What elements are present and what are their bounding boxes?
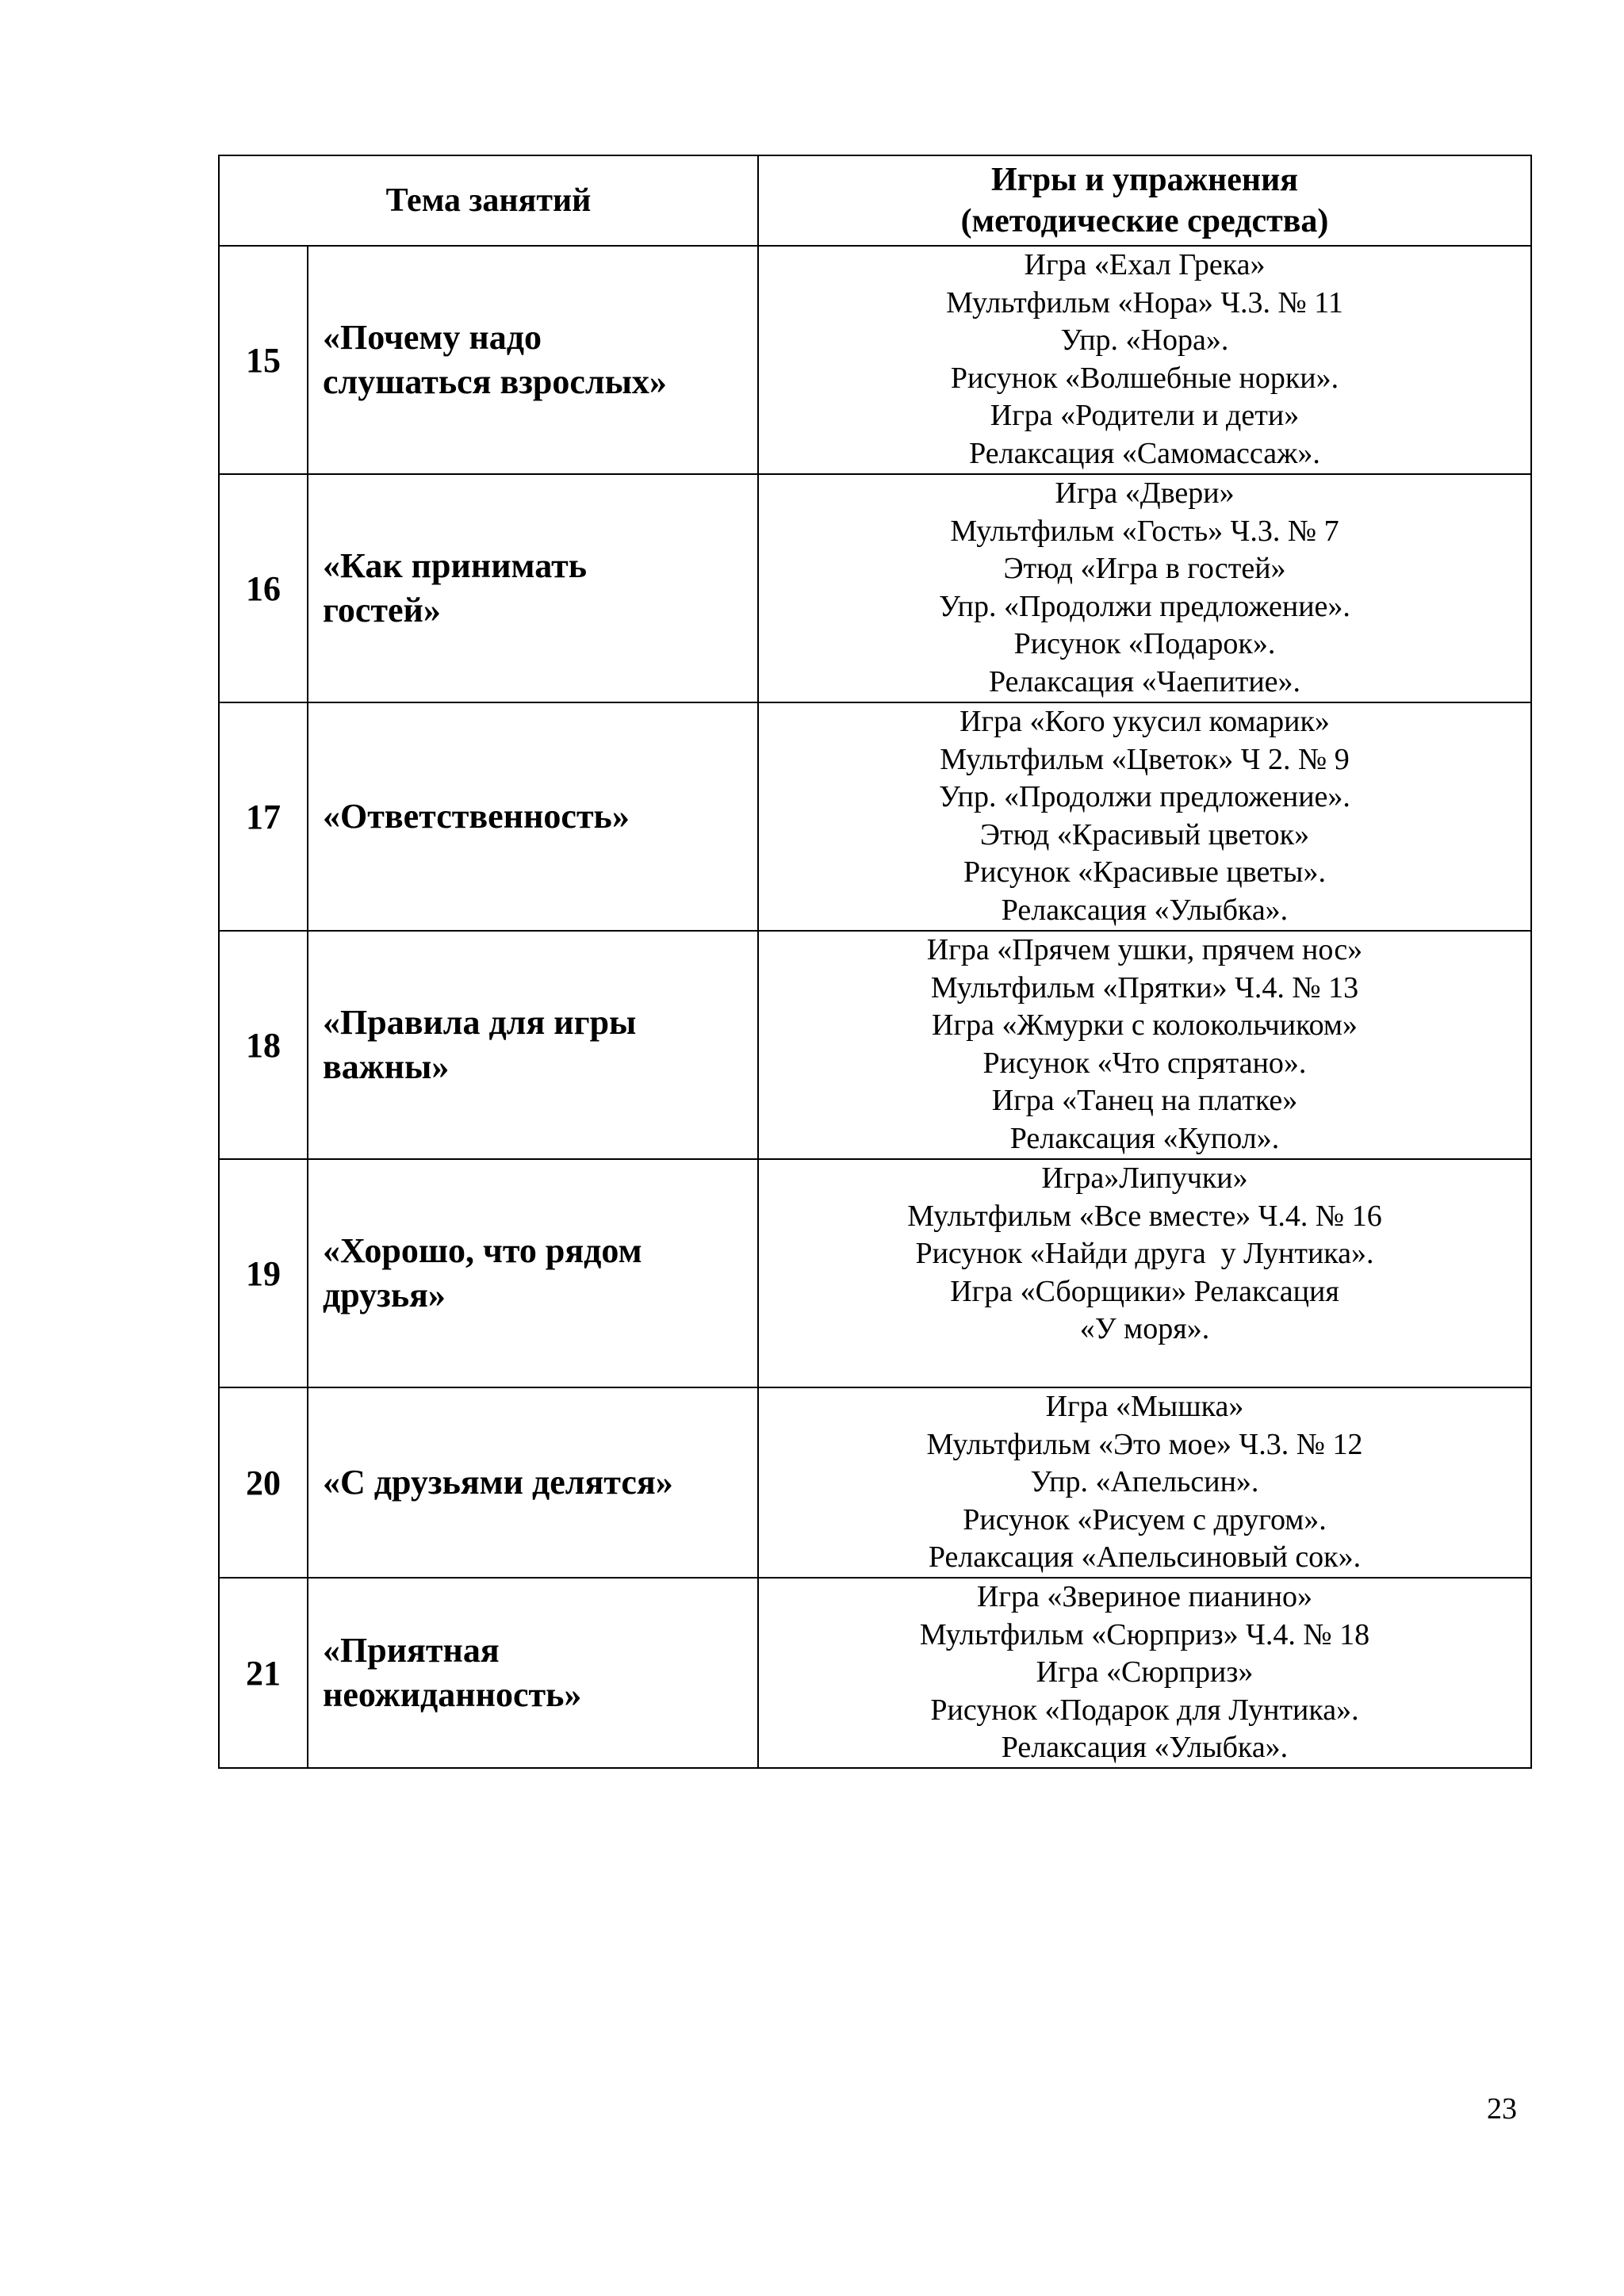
method-item: Релаксация «Апельсиновый сок». xyxy=(928,1540,1362,1574)
lesson-methods xyxy=(758,702,1531,931)
topic-line: «Ответственность» xyxy=(323,797,630,836)
table-row xyxy=(219,702,1531,931)
method-item: Игра «Родители и дети» xyxy=(990,399,1300,432)
topic-line: «С друзьями делятся» xyxy=(323,1463,673,1502)
table-row xyxy=(219,474,1531,702)
method-item: Игра «Звериное пианино» xyxy=(976,1580,1313,1613)
method-item: Игра «Кого укусил комарик» xyxy=(959,705,1330,738)
lesson-methods xyxy=(758,1159,1531,1387)
lesson-topic xyxy=(308,474,758,702)
table-row xyxy=(219,246,1531,474)
topic-line: «Правила для игры xyxy=(323,1003,637,1042)
topic-line: неожиданность» xyxy=(323,1675,582,1714)
topic-line: гостей» xyxy=(323,591,441,629)
topic-line: «Хорошо, что рядом xyxy=(323,1231,642,1270)
method-item: Мультфильм «Прятки» Ч.4. № 13 xyxy=(930,970,1359,1004)
table-row xyxy=(219,931,1531,1159)
lesson-number: 19 xyxy=(219,1159,308,1387)
method-item: Мультфильм «Нора» Ч.3. № 11 xyxy=(946,285,1343,320)
lesson-number: 15 xyxy=(219,246,308,474)
method-item: Мультфильм «Гость» Ч.3. № 7 xyxy=(950,514,1339,548)
lesson-number: 21 xyxy=(219,1578,308,1768)
method-item: Упр. «Апельсин». xyxy=(1030,1465,1259,1498)
method-item: Игра «Прячем ушки, прячем нос» xyxy=(926,933,1363,966)
method-item: Игра «Танец на платке» xyxy=(991,1084,1298,1117)
method-item: Игра «Жмурки с колокольчиком» xyxy=(932,1008,1358,1042)
method-item: Игра»Липучки» xyxy=(1041,1161,1248,1195)
page-number: 23 xyxy=(1487,2092,1517,2126)
method-item: Упр. «Продолжи предложение». xyxy=(939,780,1350,813)
method-item: Упр. «Продолжи предложение». xyxy=(939,589,1350,623)
method-item: Релаксация «Купол». xyxy=(1009,1121,1280,1155)
lesson-methods xyxy=(758,474,1531,702)
lesson-topic xyxy=(308,1159,758,1387)
lesson-topic xyxy=(308,246,758,474)
method-item: Релаксация «Улыбка». xyxy=(1001,893,1289,927)
table-header-row xyxy=(219,155,1531,246)
method-item: Рисунок «Рисуем с другом». xyxy=(963,1502,1327,1536)
method-item: Игра «Сборщики» Релаксация xyxy=(950,1274,1339,1308)
table-row xyxy=(219,1159,1531,1387)
lesson-methods xyxy=(758,1578,1531,1768)
lesson-number: 17 xyxy=(219,702,308,931)
topic-header-label: Тема занятий xyxy=(385,182,592,219)
lesson-topic xyxy=(308,702,758,931)
method-item: Игра «Сюрприз» xyxy=(1036,1655,1254,1689)
topic-column-header xyxy=(219,155,758,246)
method-item: Рисунок «Подарок». xyxy=(1013,627,1276,660)
topic-line: важны» xyxy=(323,1047,450,1086)
method-item: Рисунок «Красивые цветы». xyxy=(963,855,1326,889)
method-item: Рисунок «Подарок для Лунтика». xyxy=(930,1693,1359,1727)
method-item: Этюд «Красивый цветок» xyxy=(979,817,1310,851)
lesson-topic xyxy=(308,931,758,1159)
method-item: Мультфильм «Цветок» Ч 2. № 9 xyxy=(940,742,1350,776)
method-item: Релаксация «Чаепитие». xyxy=(988,664,1301,698)
topic-line: «Приятная xyxy=(323,1631,500,1670)
methods-column-header xyxy=(758,155,1531,246)
method-item: Мультфильм «Все вместе» Ч.4. № 16 xyxy=(907,1199,1382,1233)
method-item: Рисунок «Волшебные норки». xyxy=(950,361,1339,395)
lesson-number: 20 xyxy=(219,1387,308,1578)
table-row xyxy=(219,1578,1531,1768)
lesson-number: 16 xyxy=(219,474,308,702)
table-row xyxy=(219,1387,1531,1578)
topic-line: «Как принимать xyxy=(323,546,587,585)
method-item: Этюд «Игра в гостей» xyxy=(1003,552,1286,585)
lesson-methods xyxy=(758,246,1531,474)
methods-header-line2: (методические средства) xyxy=(960,203,1329,239)
method-item: Игра «Ехал Грека» xyxy=(1024,248,1266,281)
lesson-number: 18 xyxy=(219,931,308,1159)
method-item: Мультфильм «Сюрприз» Ч.4. № 18 xyxy=(919,1617,1370,1651)
method-item: «У моря». xyxy=(1079,1312,1210,1345)
methods-header-line1: Игры и упражнения xyxy=(990,162,1299,198)
topic-line: «Почему надо xyxy=(323,318,542,357)
topic-line: друзья» xyxy=(323,1276,446,1314)
lesson-topic xyxy=(308,1578,758,1768)
topic-line: слушаться взрослых» xyxy=(323,362,667,401)
method-item: Релаксация «Самомассаж». xyxy=(969,436,1320,470)
lesson-methods xyxy=(758,931,1531,1159)
method-item: Игра «Двери» xyxy=(1055,476,1235,510)
method-item: Рисунок «Найди друга у Лунтика». xyxy=(915,1237,1374,1270)
lesson-topic xyxy=(308,1387,758,1578)
lessons-table xyxy=(218,155,1532,1769)
method-item: Упр. «Нора». xyxy=(1060,323,1229,357)
method-item: Мультфильм «Это мое» Ч.3. № 12 xyxy=(926,1427,1363,1461)
method-item: Рисунок «Что спрятано». xyxy=(982,1046,1307,1080)
method-item: Игра «Мышка» xyxy=(1045,1390,1244,1423)
lesson-methods xyxy=(758,1387,1531,1578)
method-item: Релаксация «Улыбка». xyxy=(1001,1731,1289,1764)
